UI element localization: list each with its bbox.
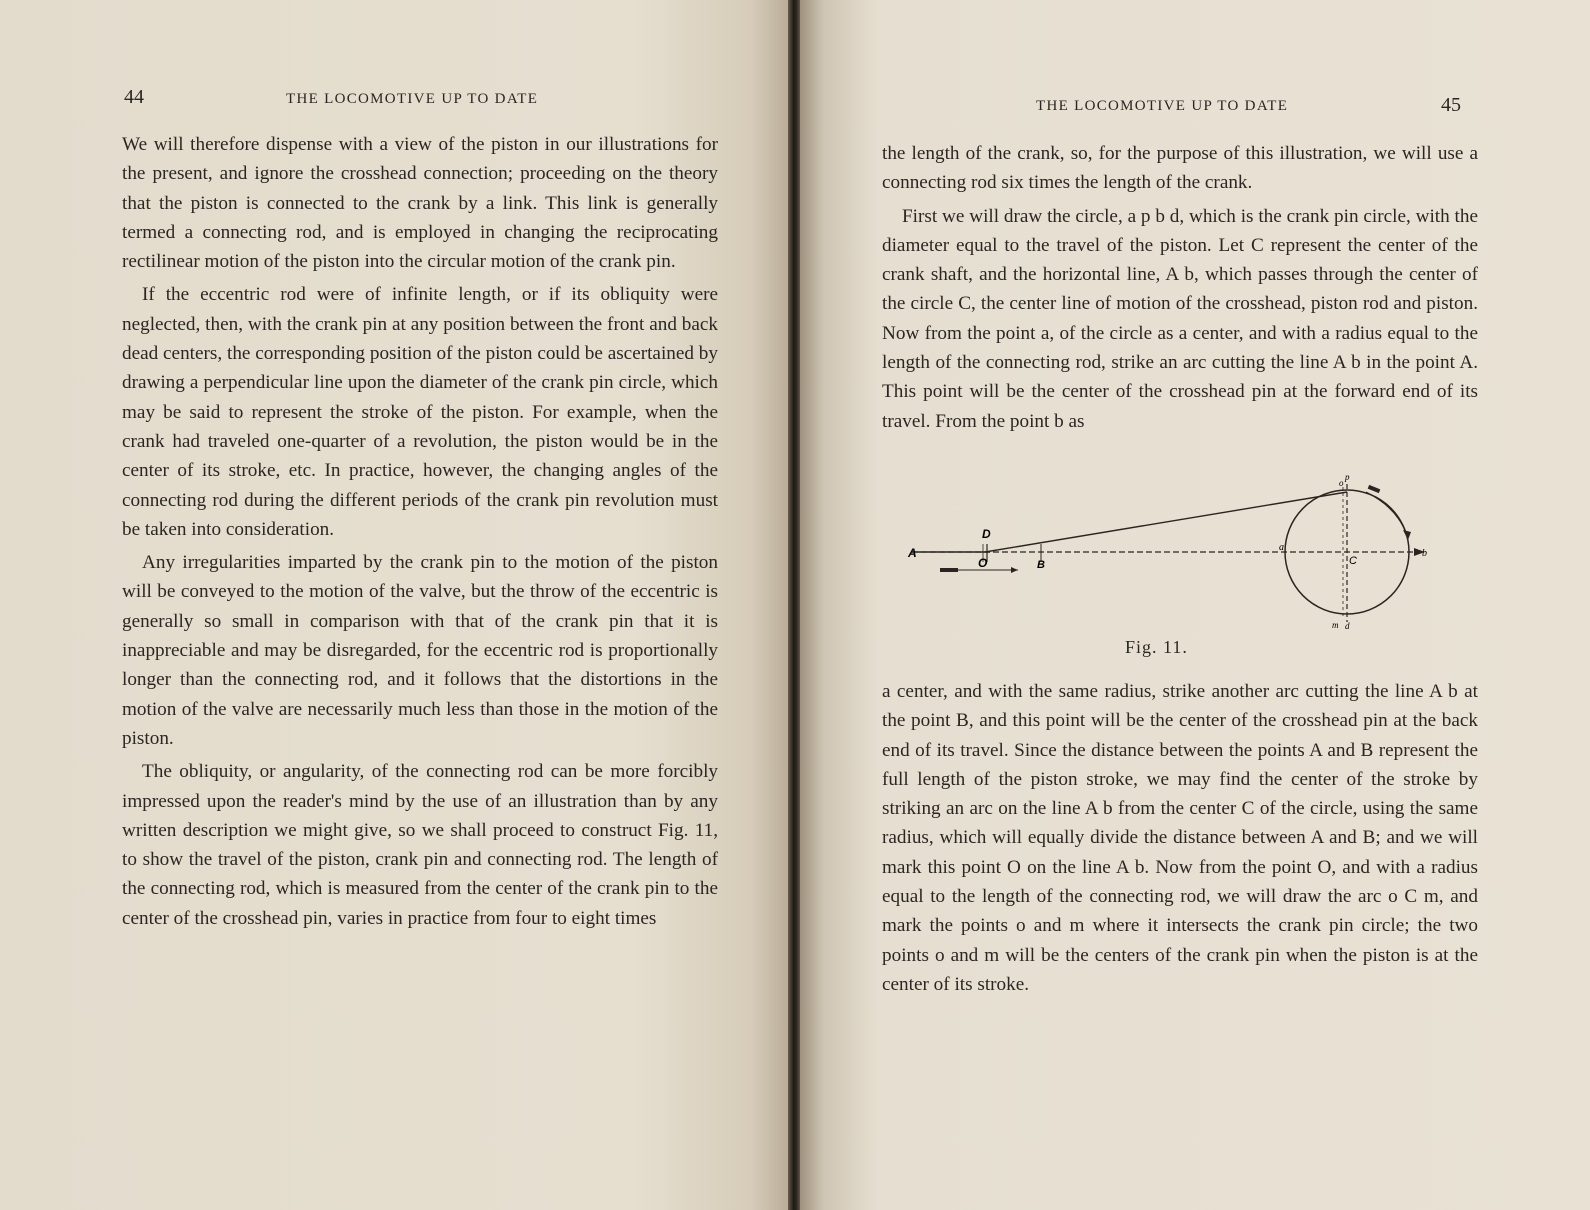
label-p: p [1345,472,1350,482]
paragraph: First we will draw the circle, a p b d, which is the crank pin circle, with the diameter equal to the travel of the piston. Let C represent the center of the crank shaft, and the horizontal line, A b, which passes through the center of the circle C, the center line of motion of the crosshead, piston rod and piston. Now from the point a, of the circle as a center, and with a radius equal to the length of the connecting rod, strike an arc cutting the line A b in the point A. This point will be the center of the crosshead pin at the forward end of its travel. From the point b as [882,205,1478,432]
label-A: A [908,546,917,560]
paragraph: a center, and with the same radius, strike another arc cutting the line A b at the point B, and this point will be the center of the crosshead pin at the back end of its travel. Since the distance between the points A and B represent the full length of the piston stroke, we may find the center of the stroke by striking an arc on the line A b from the center C of the circle, using the same radius, which will equally divide the distance between A and B; and we will mark this point O on the line A b. Now from the point O, and with a radius equal to the length of the connecting rod, we will draw the arc o C m, and mark the points o and m where it intersects the crank pin circle; the two points o and m will be the centers of the crank pin when the piston is at the center of its stroke. [882,681,1478,995]
left-page [0,0,790,1210]
label-B: B [1037,559,1045,571]
label-a: a [1279,542,1284,553]
paragraph: the length of the crank, so, for the purpose of this illustration, we will use a connecting rod six times the length of the crank. [882,143,1478,194]
paragraph: The obliquity, or angularity, of the connecting rod can be more forcibly impressed upon the reader's mind by the use of an illustration than by any written description we might give, so we shall proceed to construct Fig. 11, to show the travel of the piston, crank pin and connecting rod. The length of the connecting rod, which is measured from the center of the crank pin to the center of the crosshead pin, varies in practice from four to eight times [122,761,718,929]
left-body-text [122,130,718,937]
label-O: O [978,556,988,570]
paragraph: Any irregularities imparted by the crank pin to the motion of the piston will be conveyed to the motion of the valve, but the throw of the eccentric is generally so small in comparison with that of the crank pin that it is inappreciable and may be disregarded, for the eccentric rod is proportionally longer than the connecting rod, and it follows that the distortions in the motion of the valve are necessarily much less than those in the motion of the piston. [122,552,718,749]
paragraph: We will therefore dispense with a view of the piston in our illustrations for the present, and ignore the crosshead connection; proceeding on the theory that the piston is connected to the crank by a link. This link is generally termed a connecting rod, and is employed in changing the reciprocating rectilinear motion of the piston into the circular motion of the crank pin. [122,134,718,273]
label-C: C [1349,555,1357,567]
right-body-text-top [882,139,1478,440]
figure-caption: Fig. 11. [1125,637,1188,657]
label-m: m [1332,620,1339,630]
label-d: d [1345,621,1350,631]
label-D: D [982,527,991,541]
right-body-text-bottom [882,677,1478,1003]
right-running-header: THE LOCOMOTIVE UP TO DATE [1036,98,1289,114]
left-page-number: 44 [124,86,144,108]
figure-11-diagram [900,472,1460,647]
right-page [800,0,1590,1210]
right-page-number: 45 [1441,94,1461,116]
left-running-header: THE LOCOMOTIVE UP TO DATE [286,91,539,107]
label-b: b [1422,548,1427,559]
label-o: o [1339,478,1344,488]
paragraph: If the eccentric rod were of infinite length, or if its obliquity were neglected, then, with the crank pin at any position between the front and back dead centers, the corresponding position of the piston could be ascertained by drawing a perpendicular line upon the diameter of the crank pin circle, which may be said to represent the stroke of the piston. For example, when the crank had traveled one-quarter of a revolution, the piston would be in the center of its stroke, etc. In practice, however, the changing angles of the connecting rod during the different periods of the crank pin revolution must be taken into consideration. [122,284,718,540]
